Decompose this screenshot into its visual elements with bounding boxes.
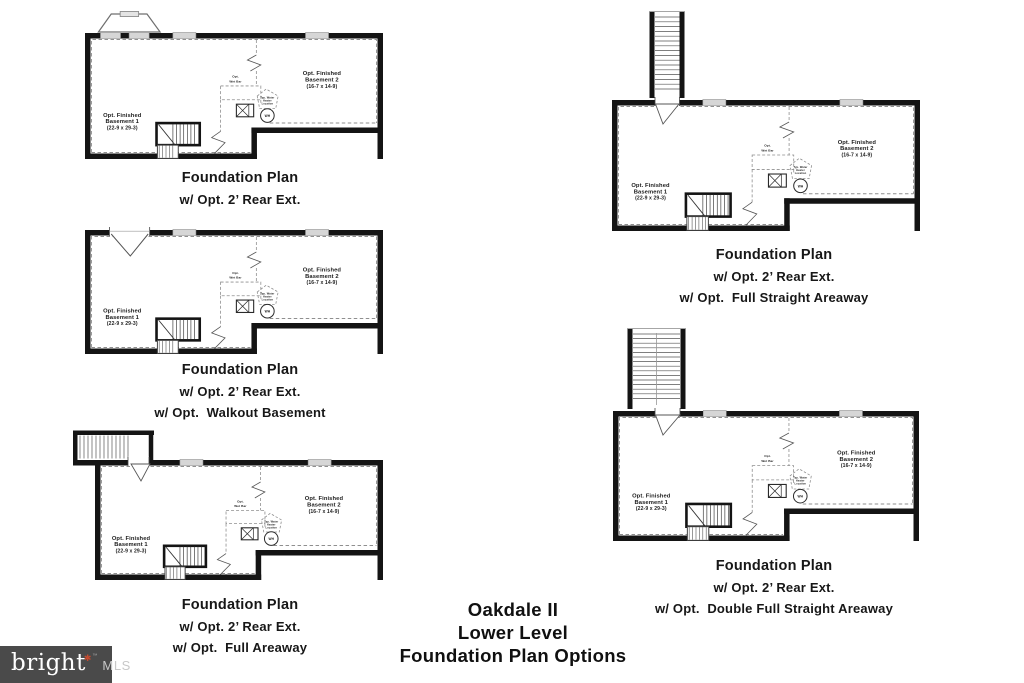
- water-heater-label: Location: [261, 298, 274, 302]
- stair-icon: [164, 546, 206, 580]
- water-heater-label: Heater: [263, 99, 272, 103]
- plan-caption-line: Foundation Plan: [181, 597, 299, 613]
- wet-bar: [752, 454, 793, 497]
- window-icon: [100, 32, 120, 38]
- basement1-label: Opt. Finished: [103, 308, 142, 315]
- window-icon: [308, 459, 331, 465]
- water-heater-icon: [790, 158, 812, 192]
- stair-icon: [157, 319, 200, 354]
- water-heater-icon: [790, 469, 811, 503]
- wet-bar-label: Wet Bar: [229, 79, 242, 84]
- plan-drawing: [63, 136, 391, 362]
- basement1-label: (22-9 x 29-3): [115, 548, 147, 555]
- sheet-title-line: Lower Level: [457, 622, 569, 643]
- wet-bar-label: Wet Bar: [229, 275, 242, 280]
- plan-caption-line: Foundation Plan: [715, 558, 833, 574]
- wet-bar-label: Wet Bar: [761, 458, 774, 463]
- plan-caption-line: Foundation Plan: [181, 170, 299, 186]
- basement2-label: Basement 2: [305, 273, 339, 280]
- basement1-label: Basement 1: [634, 499, 669, 506]
- basement1-label: (22-9 x 29-3): [106, 321, 138, 328]
- plan-caption-line: w/ Opt. 2’ Rear Ext.: [713, 580, 835, 595]
- water-heater-icon: [257, 89, 278, 122]
- wet-bar-label: Opt.: [232, 271, 239, 276]
- basement1-label: Opt. Finished: [632, 493, 671, 500]
- logo-brand-text: bright: [11, 650, 86, 676]
- plan-caption-line: w/ Opt. Full Areaway: [172, 640, 308, 655]
- basement1-label: Basement 1: [114, 542, 148, 549]
- plan-caption-line: w/ Opt. Walkout Basement: [154, 405, 326, 420]
- water-heater-wh: WH: [797, 184, 804, 189]
- areaway-stairs-icon: [73, 431, 154, 482]
- basement2-label: Opt. Finished: [837, 139, 877, 146]
- basement2-label: (16-7 x 14-9): [306, 280, 338, 287]
- wet-bar-label: Opt.: [237, 499, 244, 504]
- water-heater-label: Location: [794, 482, 807, 486]
- plan-caption-line: w/ Opt. 2’ Rear Ext.: [179, 192, 301, 207]
- basement1-label: Basement 1: [633, 189, 668, 196]
- water-heater-label: Typ. Water: [260, 96, 275, 100]
- walls: [95, 460, 383, 580]
- brightmls-logo: [0, 646, 131, 683]
- plan-caption-line: w/ Opt. 2’ Rear Ext.: [713, 269, 835, 284]
- basement2-label: (16-7 x 14-9): [840, 463, 872, 470]
- logo-trademark: ™: [92, 653, 98, 659]
- plan-caption-line: w/ Opt. Double Full Straight Areaway: [654, 601, 894, 616]
- basement1-label: Opt. Finished: [111, 535, 151, 542]
- walkout-door-icon: [109, 227, 149, 256]
- floor-plan-full-straight-areaway: [590, 6, 928, 239]
- plan-caption-line: w/ Opt. 2’ Rear Ext.: [179, 384, 301, 399]
- floor-plan-full-areaway: [73, 366, 391, 588]
- walls: [613, 411, 919, 541]
- water-heater-wh: WH: [264, 309, 271, 314]
- water-heater-wh: WH: [264, 114, 271, 119]
- areaway-stairs-icon: [627, 329, 686, 436]
- basement1-label: (22-9 x 29-3): [106, 125, 138, 132]
- window-icon: [306, 229, 329, 235]
- water-heater-label: Heater: [263, 295, 272, 299]
- plan-drawing: [590, 6, 928, 239]
- water-heater-icon: [257, 285, 278, 318]
- wet-bar-label: Opt.: [764, 454, 771, 459]
- basement2-label: (16-7 x 14-9): [306, 83, 338, 90]
- logo-mls-text: MLS: [102, 658, 131, 673]
- wet-bar: [221, 271, 261, 312]
- bay-window-icon: [98, 12, 160, 33]
- water-heater-label: Heater: [796, 169, 805, 173]
- water-heater-wh: WH: [268, 537, 275, 542]
- wet-bar-label: Wet Bar: [761, 148, 774, 153]
- window-icon: [180, 459, 203, 465]
- basement2-label: Opt. Finished: [837, 450, 876, 457]
- logo-star-icon: ✱: [83, 653, 92, 663]
- water-heater-label: Typ. Water: [793, 476, 808, 480]
- plan-caption: [604, 245, 944, 308]
- water-heater-icon: [261, 513, 281, 545]
- basement2-label: (16-7 x 14-9): [308, 508, 340, 515]
- basement2-label: Opt. Finished: [304, 496, 344, 503]
- window-icon: [129, 32, 149, 38]
- walls: [612, 100, 920, 231]
- basement1-label: Opt. Finished: [103, 112, 142, 119]
- basement1-label: (22-9 x 29-3): [635, 506, 667, 513]
- dashed-finish-lines: [92, 237, 377, 349]
- floor-plan-walkout-basement: [63, 136, 391, 362]
- basement2-label: Basement 2: [305, 77, 339, 84]
- water-heater-label: Location: [265, 526, 278, 530]
- wet-bar: [226, 500, 265, 540]
- wet-bar: [752, 144, 794, 188]
- wet-bar-label: Opt.: [764, 143, 771, 148]
- sheet-title-line: Oakdale II: [467, 599, 559, 620]
- window-icon: [840, 99, 863, 105]
- dashed-finish-lines: [102, 467, 377, 575]
- window-icon: [173, 229, 196, 235]
- areaway-stairs-icon: [649, 12, 685, 125]
- window-icon: [173, 32, 196, 38]
- basement2-label: Opt. Finished: [302, 267, 342, 274]
- brightmls-logo-text: [11, 650, 131, 676]
- water-heater-label: Typ. Water: [260, 292, 275, 296]
- sheet-title-line: Foundation Plan Options: [399, 645, 627, 666]
- basement2-label: Basement 2: [840, 146, 874, 153]
- water-heater-label: Typ. Water: [264, 520, 279, 524]
- plan-drawing: [591, 317, 927, 549]
- water-heater-label: Location: [261, 102, 274, 106]
- basement1-label: Basement 1: [105, 119, 140, 126]
- plan-caption-line: w/ Opt. 2’ Rear Ext.: [179, 619, 301, 634]
- water-heater-label: Typ. Water: [793, 166, 808, 170]
- basement2-label: Basement 2: [307, 502, 341, 509]
- window-icon: [306, 32, 329, 38]
- basement2-label: Basement 2: [839, 456, 874, 463]
- plan-drawing: [73, 366, 391, 588]
- water-heater-wh: WH: [797, 494, 804, 499]
- plan-caption-line: Foundation Plan: [181, 362, 299, 378]
- wet-bar-label: Wet Bar: [234, 504, 247, 509]
- wet-bar-label: Opt.: [232, 74, 239, 79]
- basement1-label: (22-9 x 29-3): [635, 195, 666, 202]
- window-icon: [839, 410, 862, 416]
- basement2-label: (16-7 x 14-9): [841, 152, 873, 159]
- wet-bar: [221, 75, 261, 117]
- water-heater-label: Heater: [795, 479, 805, 483]
- basement2-label: Opt. Finished: [302, 71, 342, 78]
- window-icon: [703, 99, 726, 105]
- basement1-label: Basement 1: [105, 314, 140, 321]
- sheet-title: [343, 598, 683, 667]
- water-heater-label: Heater: [266, 523, 276, 527]
- window-icon: [703, 410, 726, 416]
- water-heater-label: Location: [794, 172, 807, 176]
- floor-plan-double-full-straight-areaway: [591, 317, 927, 549]
- basement1-label: Opt. Finished: [631, 183, 670, 190]
- plan-caption-line: w/ Opt. Full Straight Areaway: [679, 290, 869, 305]
- plan-caption-line: Foundation Plan: [715, 247, 833, 263]
